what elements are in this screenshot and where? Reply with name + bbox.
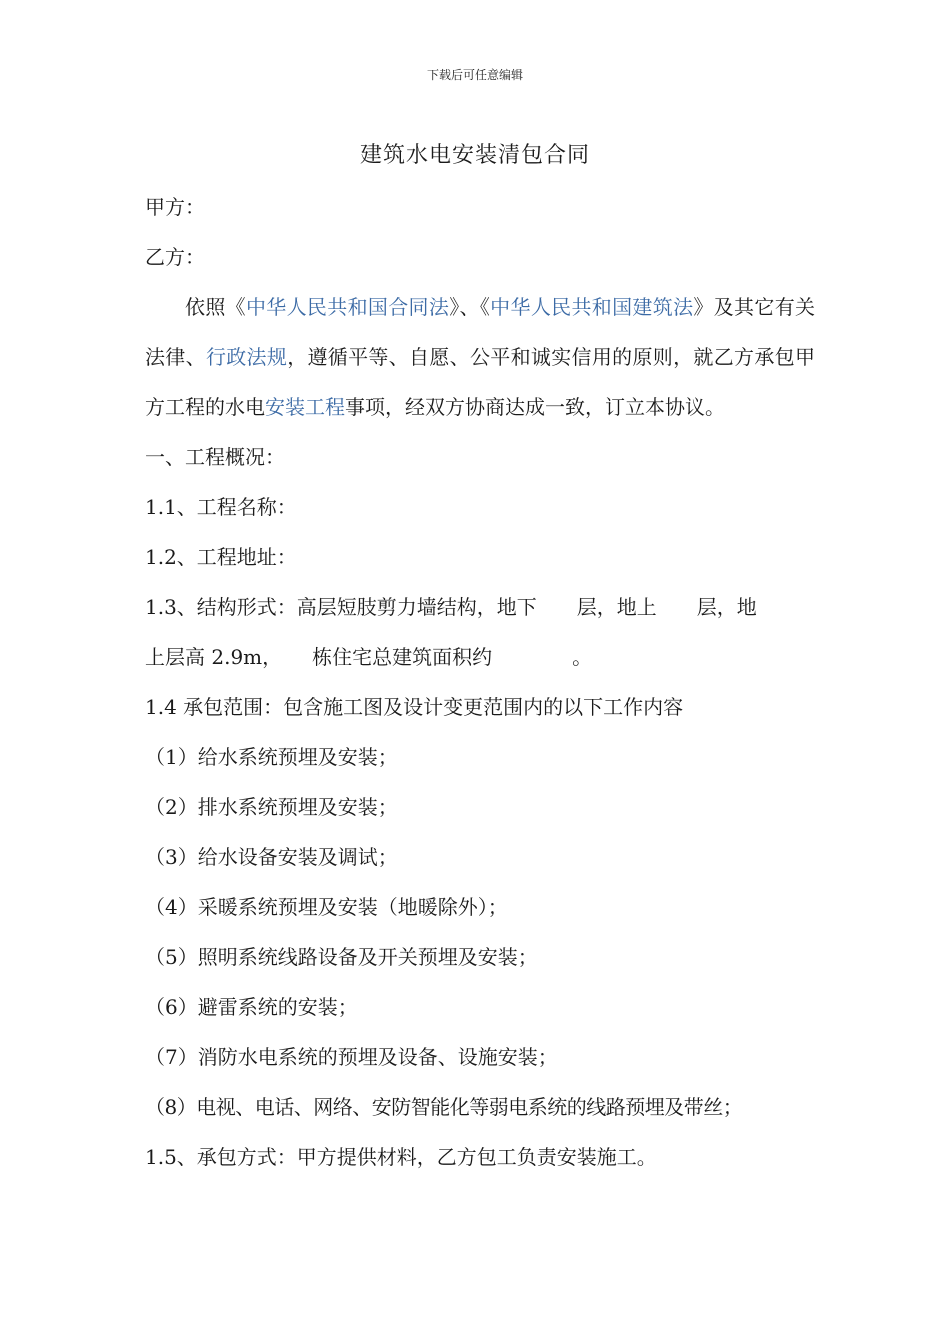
document-title: 建筑水电安装清包合同 (359, 143, 590, 168)
document-body (145, 182, 815, 1182)
party-b-label: 乙方： (145, 245, 205, 269)
structure-form-line-2: 上层高 2.9m， 栋住宅总建筑面积约 。 (145, 645, 593, 669)
scope-item: （2）排水系统预埋及安装； (145, 795, 398, 819)
scope-item: （4）采暖系统预埋及安装（地暖除外）； (145, 895, 508, 919)
contract-method-line: 1.5、承包方式：甲方提供材料，乙方包工负责安装施工。 (145, 1145, 657, 1169)
project-name-line: 1.1、工程名称： (145, 495, 297, 519)
intro-text-2: 》、《 (449, 295, 491, 319)
intro-text-5: 事项，经双方协商达成一致，订立本协议。 (345, 395, 725, 419)
intro-text-3: 》及其它有关法律、 (145, 295, 816, 369)
project-address-line: 1.2、工程地址： (145, 545, 297, 569)
intro-text-4: ，遵循平等、自愿、公平和诚实信用的原则，就乙方承包甲方工程的水电 (145, 345, 815, 419)
header-note: 下载后可任意编辑 (426, 68, 523, 82)
admin-regulations-link[interactable]: 行政法规 (205, 345, 288, 369)
scope-item: （3）给水设备安装及调试； (145, 845, 398, 869)
installation-project-link[interactable]: 安装工程 (265, 395, 345, 419)
structure-form-line-1: 1.3、结构形式：高层短肢剪力墙结构，地下 层，地上 层，地 (145, 595, 757, 619)
scope-item: （6）避雷系统的安装； (145, 995, 358, 1019)
party-a-label: 甲方： (145, 195, 205, 219)
scope-item: （7）消防水电系统的预埋及设备、设施安装； (145, 1045, 558, 1069)
contract-law-link[interactable]: 中华人民共和国合同法 (245, 295, 450, 319)
intro-paragraph (145, 282, 815, 432)
construction-law-link[interactable]: 中华人民共和国建筑法 (490, 295, 694, 319)
scope-item: （5）照明系统线路设备及开关预埋及安装； (145, 945, 538, 969)
scope-item: （1）给水系统预埋及安装； (145, 745, 398, 769)
section-1-heading: 一、工程概况： (145, 445, 285, 469)
intro-text-1: 依照《 (185, 295, 246, 319)
contract-scope-line: 1.4 承包范围：包含施工图及设计变更范围内的以下工作内容 (145, 695, 684, 719)
scope-item: （8）电视、电话、网络、安防智能化等弱电系统的线路预埋及带丝； (145, 1095, 743, 1119)
